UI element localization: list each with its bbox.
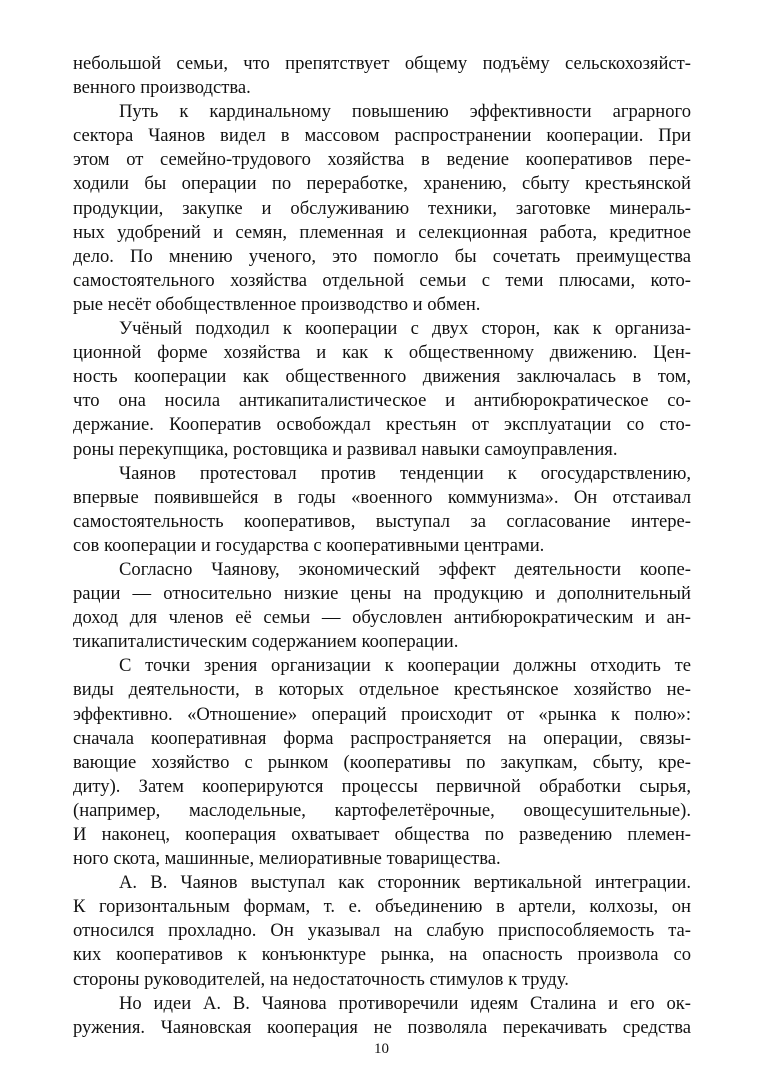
text-line: доход для членов её семьи — обусловлен антибюрократическим и ан- bbox=[73, 607, 691, 629]
text-line: Чаянов протестовал против тенденции к огосударствлению, bbox=[119, 462, 691, 484]
text-line: К горизонтальным формам, т. е. объединению в артели, колхозы, он bbox=[73, 896, 691, 918]
text-line: вающие хозяйство с рынком (кооперативы по закупкам, сбыту, кре- bbox=[73, 751, 691, 773]
paragraph bbox=[73, 317, 691, 462]
text-line: рые несёт обобществленное производство и обмен. bbox=[73, 293, 481, 315]
text-line: сов кооперации и государства с кооперативными центрами. bbox=[73, 534, 545, 556]
paragraph bbox=[73, 558, 691, 654]
text-line: Путь к кардинальному повышению эффективности аграрного bbox=[119, 101, 691, 123]
text-line: ких кооперативов к конъюнктуре рынка, на опасность произвола со bbox=[73, 944, 691, 966]
text-line: виды деятельности, в которых отдельное крестьянское хозяйство не- bbox=[73, 679, 691, 701]
text-line: продукции, закупке и обслуживанию техники, заготовке минераль- bbox=[73, 197, 691, 219]
text-line: ружения. Чаяновская кооперация не позволяла перекачивать средства bbox=[73, 1016, 691, 1038]
page-body bbox=[73, 52, 691, 1040]
text-line: ционной форме хозяйства и как к общественному движению. Цен- bbox=[73, 342, 691, 364]
text-line: держание. Кооператив освобождал крестьян от эксплуатации со сто- bbox=[73, 414, 691, 436]
text-line: небольшой семьи, что препятствует общему подъёму сельскохозяйст- bbox=[73, 53, 691, 74]
paragraph bbox=[73, 992, 691, 1040]
text-line: тикапиталистическим содержанием кооперации. bbox=[73, 631, 459, 653]
text-line: Учёный подходил к кооперации с двух сторон, как к организа- bbox=[119, 318, 691, 340]
text-line: относился прохладно. Он указывал на слабую приспособляемость та- bbox=[73, 920, 691, 942]
text-line: ного скота, машинные, мелиоративные товарищества. bbox=[73, 848, 501, 870]
paragraph bbox=[73, 52, 691, 100]
text-line: ность кооперации как общественного движения заключалась в том, bbox=[73, 366, 691, 388]
paragraph bbox=[73, 462, 691, 558]
text-line: венного производства. bbox=[73, 77, 251, 99]
text-line: самостоятельного хозяйства отдельной семьи с теми плюсами, кото- bbox=[73, 269, 691, 291]
paragraph bbox=[73, 100, 691, 317]
text-line: самостоятельность кооперативов, выступал за согласование интере- bbox=[73, 510, 691, 532]
text-line: этом от семейно-трудового хозяйства в ведение кооперативов пере- bbox=[73, 149, 691, 171]
paragraph bbox=[73, 871, 691, 991]
text-line: (например, маслодельные, картофелетёрочные, овощесушительные). bbox=[73, 799, 691, 821]
text-line: эффективно. «Отношение» операций происходит от «рынка к полю»: bbox=[73, 703, 691, 725]
text-line: стороны руководителей, на недостаточность стимулов к труду. bbox=[73, 968, 569, 990]
text-line: С точки зрения организации к кооперации должны отходить те bbox=[119, 655, 691, 677]
text-line: сектора Чаянов видел в массовом распространении кооперации. При bbox=[73, 125, 691, 147]
text-line: рации — относительно низкие цены на продукцию и дополнительный bbox=[73, 583, 691, 605]
text-line: Согласно Чаянову, экономический эффект деятельности коопе- bbox=[119, 558, 691, 580]
text-line: А. В. Чаянов выступал как сторонник вертикальной интеграции. bbox=[119, 872, 691, 894]
text-line: роны перекупщика, ростовщика и развивал навыки самоуправления. bbox=[73, 438, 618, 460]
text-line: ных удобрений и семян, племенная и селекционная работа, кредитное bbox=[73, 221, 691, 243]
page-number: 10 bbox=[374, 1041, 389, 1057]
text-line: Но идеи А. В. Чаянова противоречили идеям Сталина и его ок- bbox=[119, 992, 691, 1014]
text-line: диту). Затем кооперируются процессы первичной обработки сырья, bbox=[73, 775, 691, 797]
text-line: что она носила антикапиталистическое и антибюрократическое со- bbox=[73, 390, 691, 412]
text-line: дело. По мнению ученого, это помогло бы сочетать преимущества bbox=[73, 245, 691, 267]
text-line: ходили бы операции по переработке, хранению, сбыту крестьянской bbox=[73, 173, 691, 195]
text-line: сначала кооперативная форма распространяется на операции, связы- bbox=[73, 727, 691, 749]
paragraph bbox=[73, 654, 691, 871]
text-line: впервые появившейся в годы «военного коммунизма». Он отстаивал bbox=[73, 486, 691, 508]
text-line: И наконец, кооперация охватывает общества по разведению племен- bbox=[73, 824, 691, 845]
